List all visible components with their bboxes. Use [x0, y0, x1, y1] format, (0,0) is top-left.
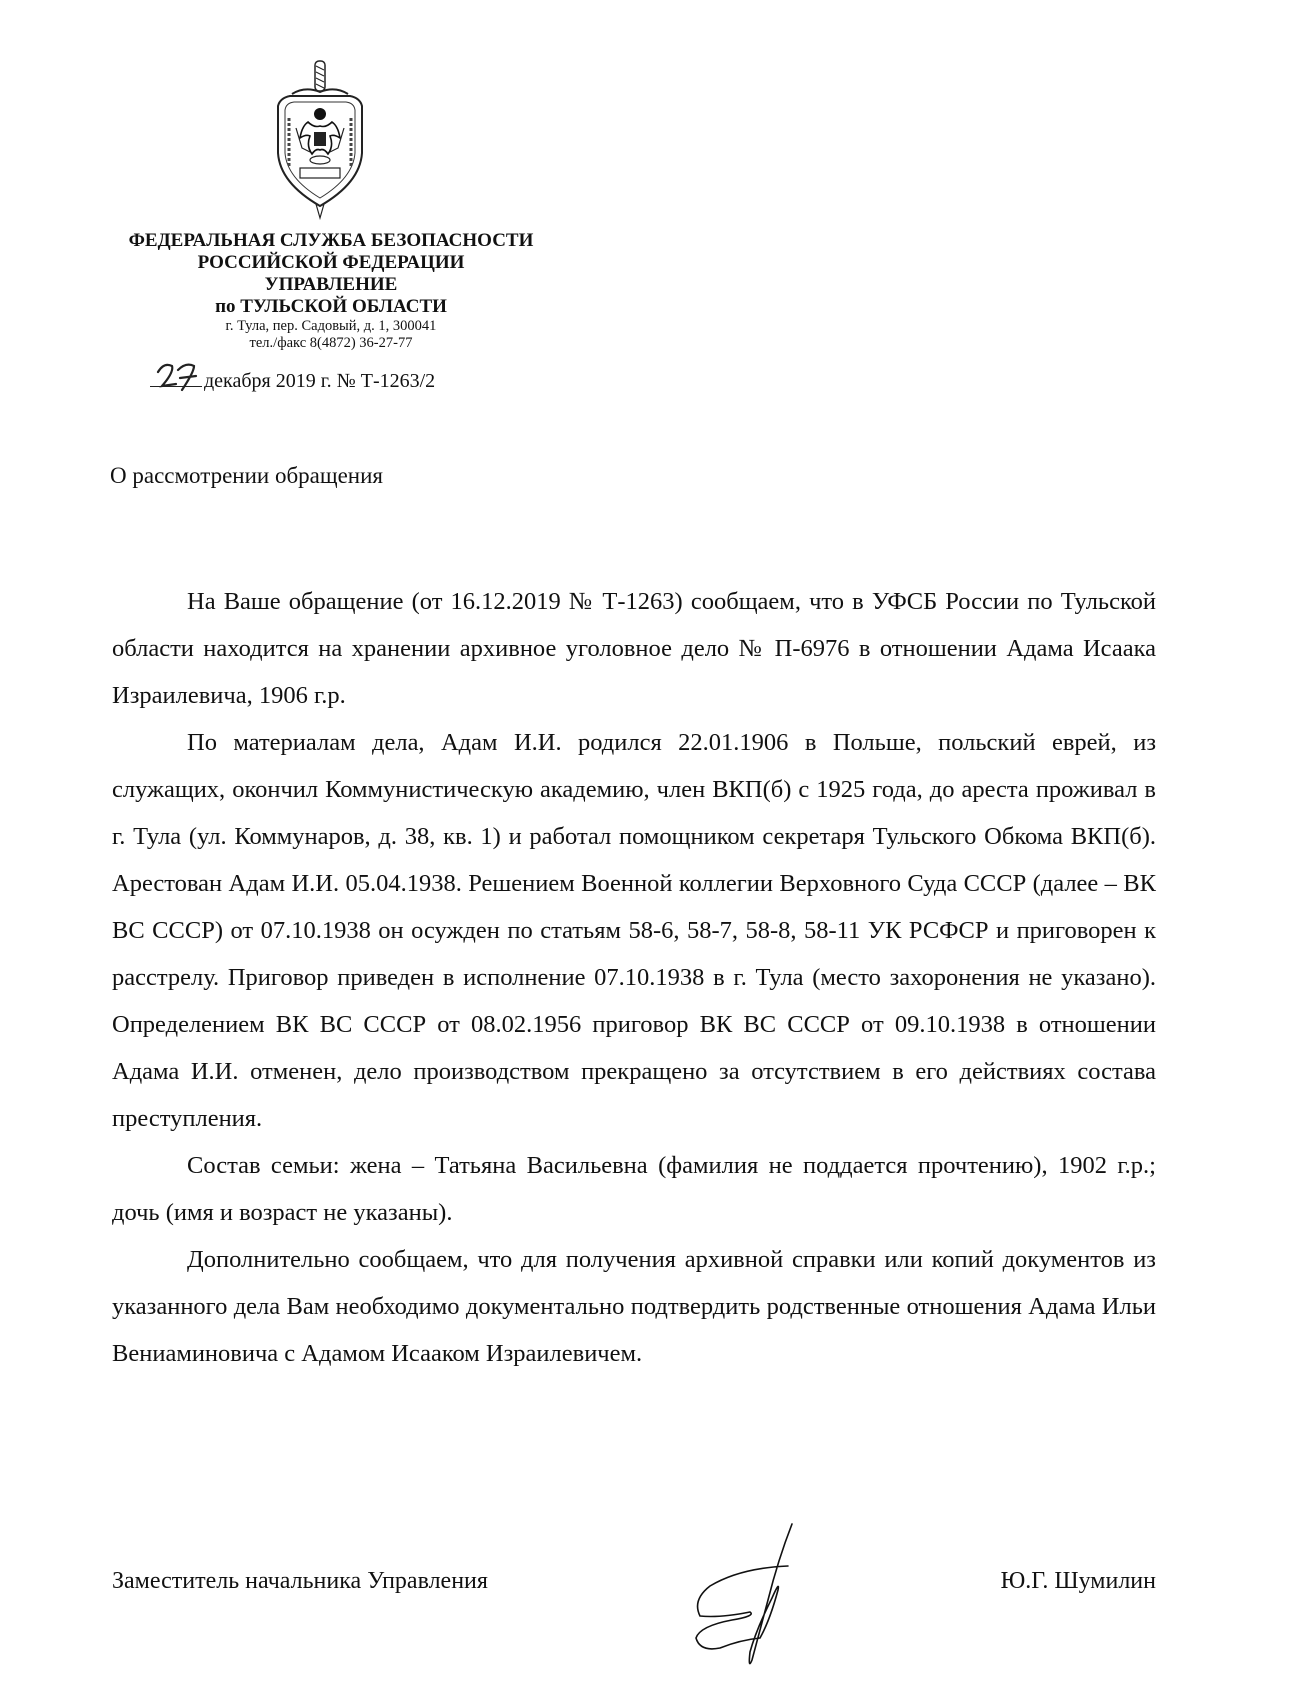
handwritten-signature — [660, 1520, 820, 1670]
paragraph-2: По материалам дела, Адам И.И. родился 22.01.1906 в Польше, польский еврей, из служащих, окончил Коммунистическую академию, член ВКП(б) с 1925 года, до ареста проживал в г. Тула (ул. Коммунаров, д. 38, кв. 1) и работал помощником секретаря Тульского Обкома ВКП(б). Арестован Адам И.И. 05.04.1938. Решением Военной коллегии Верховного Суда СССР (далее – ВК ВС СССР) от 07.10.1938 он осужден по статьям 58-6, 58-7, 58-8, 58-11 УК РСФСР и приговорен к расстрелу. Приговор приведен в исполнение 07.10.1938 в г. Тула (место захоронения не указано). Определением ВК ВС СССР от 08.02.1956 приговор ВК ВС СССР от 09.10.1938 в отношении Адама И.И. отменен, дело производством прекращено за отсутствием в его действиях состава преступления. — [112, 729, 1156, 1132]
date-number-text: декабря 2019 г. № Т-1263/2 — [204, 370, 436, 392]
eagle-icon — [296, 108, 344, 164]
sword-icon — [292, 61, 348, 94]
org-phone: тел./факс 8(4872) 36-27-77 — [249, 335, 413, 351]
document-date-number — [150, 370, 435, 393]
org-address: г. Тула, пер. Садовый, д. 1, 300041 — [225, 318, 437, 334]
handwritten-day-number — [154, 360, 204, 394]
document-subject: О рассмотрении обращения — [110, 463, 383, 488]
paragraph-3: Состав семьи: жена – Татьяна Васильевна (фамилия не поддается прочтению), 1902 г.р.; дочь (имя и возраст не указаны). — [112, 1152, 1156, 1226]
letter-body — [112, 578, 1156, 1377]
org-name-line-2: РОССИЙСКОЙ ФЕДЕРАЦИИ — [197, 252, 465, 273]
org-name-line-1: ФЕДЕРАЛЬНАЯ СЛУЖБА БЕЗОПАСНОСТИ — [128, 230, 534, 251]
signer-title: Заместитель начальника Управления — [112, 1568, 488, 1594]
org-name-line-4: по ТУЛЬСКОЙ ОБЛАСТИ — [215, 296, 447, 317]
paragraph-4: Дополнительно сообщаем, что для получения архивной справки или копий документов из указанного дела Вам необходимо документально подтвердить родственные отношения Адама Ильи Вениаминовича с Адамом Исааком Израилевичем. — [112, 1246, 1156, 1367]
signer-name: Ю.Г. Шумилин — [1000, 1568, 1156, 1594]
org-name-line-3: УПРАВЛЕНИЕ — [264, 274, 398, 295]
paragraph-1: На Ваше обращение (от 16.12.2019 № Т-1263) сообщаем, что в УФСБ России по Тульской области находится на хранении архивное уголовное дело № П-6976 в отношении Адама Исаака Израилевича, 1906 г.р. — [112, 588, 1156, 709]
fsb-emblem-logo — [270, 58, 370, 223]
letterhead — [96, 230, 566, 352]
